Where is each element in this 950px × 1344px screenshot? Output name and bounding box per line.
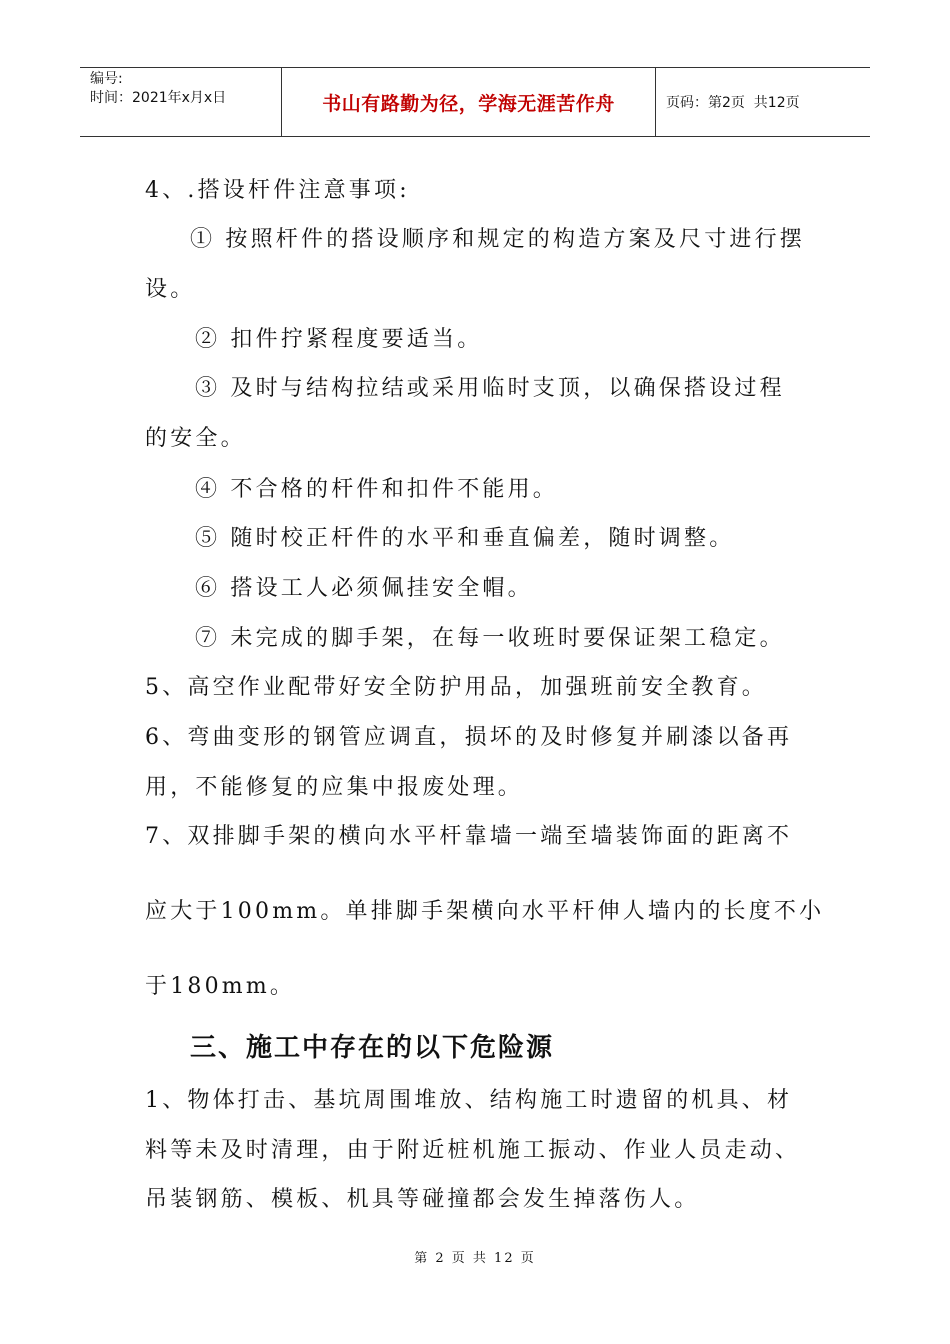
body-line-point7: ⑦ 未完成的脚手架，在每一收班时要保证架工稳定。 bbox=[195, 626, 785, 651]
document-date-label: 时间：2021年x月x日 bbox=[90, 90, 227, 106]
document-header bbox=[80, 67, 870, 137]
body-line-point3: ③ 及时与结构拉结或采用临时支顶，以确保搭设过程 bbox=[195, 376, 785, 401]
page-footer: 第 2 页 共 12 页 bbox=[414, 1251, 536, 1266]
body-line-point3-cont: 的安全。 bbox=[145, 426, 246, 451]
header-motto: 书山有路勤为径，学海无涯苦作舟 bbox=[322, 92, 615, 115]
body-line-point1: ① 按照杆件的搭设顺序和规定的构造方案及尺寸进行摆 bbox=[190, 227, 805, 252]
body-line-point1-cont: 设。 bbox=[145, 277, 196, 302]
header-motto-cell bbox=[282, 68, 656, 136]
body-line-item6: 6、弯曲变形的钢管应调直，损坏的及时修复并刷漆以备再 bbox=[145, 725, 793, 750]
header-meta-cell bbox=[80, 68, 282, 136]
body-line-item7: 7、双排脚手架的横向水平杆靠墙一端至墙装饰面的距离不 bbox=[145, 824, 793, 849]
header-page-info: 页码：第2页 共12页 bbox=[666, 95, 800, 111]
section-line-3: 吊装钢筋、模板、机具等碰撞都会发生掉落伤人。 bbox=[145, 1187, 700, 1212]
body-line-item4-title: 4、.搭设杆件注意事项: bbox=[145, 178, 410, 203]
body-line-point4: ④ 不合格的杆件和扣件不能用。 bbox=[195, 477, 558, 502]
section-line-1: 1、物体打击、基坑周围堆放、结构施工时遗留的机具、材 bbox=[145, 1088, 793, 1113]
body-line-item6-cont: 用，不能修复的应集中报废处理。 bbox=[145, 775, 524, 800]
section-heading: 三、施工中存在的以下危险源 bbox=[190, 1033, 555, 1063]
section-line-2: 料等未及时清理，由于附近桩机施工振动、作业人员走动、 bbox=[145, 1138, 801, 1163]
body-line-point5: ⑤ 随时校正杆件的水平和垂直偏差，随时调整。 bbox=[195, 526, 735, 551]
header-page-info-cell bbox=[656, 68, 870, 136]
body-line-point6: ⑥ 搭设工人必须佩挂安全帽。 bbox=[195, 576, 533, 601]
body-line-point2: ② 扣件拧紧程度要适当。 bbox=[195, 327, 483, 352]
body-line-item7-cont2: 于180mm。 bbox=[145, 974, 296, 999]
body-line-item5: 5、高空作业配带好安全防护用品，加强班前安全教育。 bbox=[145, 675, 767, 700]
body-line-item7-cont1: 应大于100mm。单排脚手架横向水平杆伸人墙内的长度不小 bbox=[145, 899, 825, 924]
document-number-label: 编号: bbox=[90, 71, 123, 87]
